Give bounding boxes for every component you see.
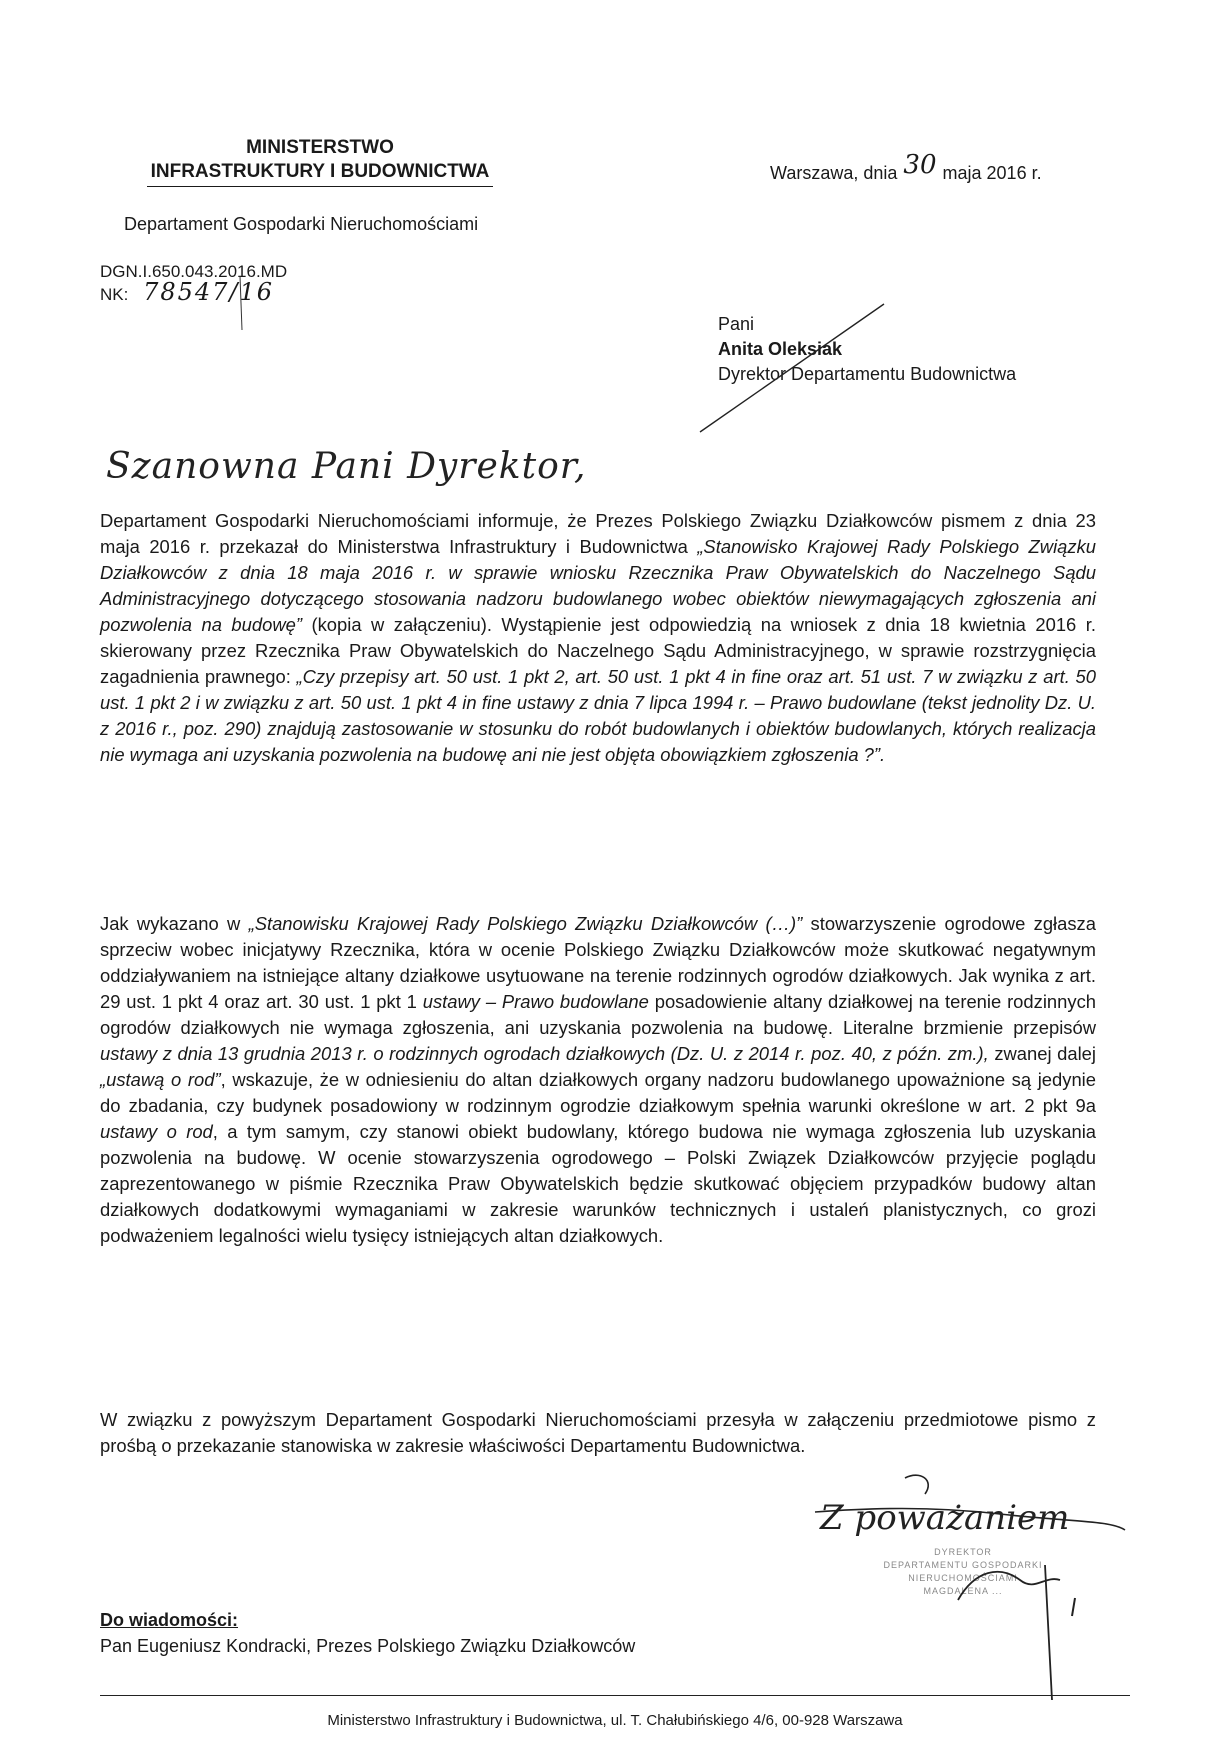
footer-address: Ministerstwo Infrastruktury i Budownictwa, ul. T. Chałubińskiego 4/6, 00-928 Warszawa	[327, 1712, 903, 1729]
stamp-line: DYREKTOR	[934, 1547, 992, 1557]
recipient-position: Dyrektor Departamentu Budownictwa	[718, 364, 1017, 384]
handwritten-closing: Z poważaniem	[820, 1498, 1070, 1538]
cc-title: Do wiadomości:	[100, 1610, 239, 1630]
cc-recipient: Pan Eugeniusz Kondracki, Prezes Polskiego Związku Działkowców	[100, 1636, 636, 1656]
p1-legal-question: „Czy przepisy art. 50 ust. 1 pkt 2, art. 50 ust. 1 pkt 4 in fine oraz art. 51 ust. 7 w związku z art. 50 ust. 1 pkt 2 i w związku z art. 50 ust. 1 pkt 4 in fine ustawy z dnia 7 lipca 1994 r. – Prawo budowlane (tekst jednolity Dz. U. z 2016 r., poz. 290) znajdują zastosowanie w stosunku do robót budowlanych i obiektów budowlanych, których realizacja nie wymaga ani uzyskania pozwolenia na budowę ani nie jest objęta obowiązkiem zgłoszenia ?”.	[100, 666, 1096, 765]
p2-text-i: , wskazuje, że w odniesieniu do altan działkowych organy nadzoru budowlanego upoważnione są jedynie do zbadania, czy budynek posadowiony w rodzinnym ogrodzie działkowym spełnia warunki określone w art. 2 pkt 9a	[100, 1069, 1096, 1116]
nk-label: NK:	[100, 285, 129, 304]
p2-quote: „Stanowisku Krajowej Rady Polskiego Związku Działkowców (…)”	[248, 913, 803, 934]
closing-underline-stroke	[815, 1509, 1125, 1531]
stamp-line: NIERUCHOMOŚCIAMI	[908, 1573, 1018, 1583]
p2-law-reference: ustawy z dnia 13 grudnia 2013 r. o rodzinnych ogrodach działkowych (Dz. U. z 2014 r. poz. 40, z późn. zm.),	[100, 1043, 989, 1064]
p2-text-c: stowarzyszenie ogrodowe zgłasza sprzeciw wobec inicjatywy Rzecznika, która w ocenie Polskiego Związku Działkowców może skutkować negatywnym oddziaływaniem na istniejące altany działkowe usytuowane na terenie rodzinnych ogrodów działkowych. Jak wynika z art. 29 ust. 1 pkt 4 oraz art. 30 ust. 1 pkt 1	[100, 913, 1096, 1012]
p1-text-a: Departament Gospodarki Nieruchomościami informuje, że Prezes Polskiego Związku Działkowców pismem z dnia 23 maja 2016 r. przekazał do Ministerstwa Infrastruktury i Budownictwa	[100, 510, 1096, 557]
p2-law-name: ustawy – Prawo budowlane	[422, 991, 649, 1012]
p2-abbrev-2: ustawy o rod	[100, 1121, 213, 1142]
date-suffix: maja 2016 r.	[942, 163, 1042, 183]
nk-underline-stroke	[240, 276, 242, 330]
p2-text-g: zwanej dalej	[988, 1043, 1096, 1064]
department-name: Departament Gospodarki Nieruchomościami	[124, 214, 479, 234]
date-day-handwritten: 30	[903, 150, 937, 180]
p2-text-k: , a tym samym, czy stanowi obiekt budowlany, którego budowa nie wymaga zgłoszenia lub uzyskania pozwolenia na budowę. W ocenie stowarzyszenia ogrodowego – Polski Związek Działkowców przyjęcie poglądu zaprezentowanego w piśmie Rzecznika Praw Obywatelskich będzie skutkować objęciem przypadków budowy altan działkowych dodatkowymi wymaganiami w zakresie warunków technicznych i ustaleń planistycznych, co grozi podważeniem legalności wielu tysięcy istniejących altan działkowych.	[100, 1121, 1097, 1246]
ministry-line-2: INFRASTRUKTURY I BUDOWNICTWA	[147, 160, 494, 187]
ministry-line-1: MINISTERSTWO	[246, 137, 394, 158]
p2-text-e: posadowienie altany działkowej na terenie rodzinnych ogrodów działkowych nie wymaga zgłoszenia, ani uzyskania pozwolenia na budowę. Literalne brzmienie przepisów	[100, 991, 1096, 1038]
paragraph-3: W związku z powyższym Departament Gospodarki Nieruchomościami przesyła w załączeniu przedmiotowe pismo z prośbą o przekazanie stanowiska w zakresie właściwości Departamentu Budownictwa.	[100, 1409, 1096, 1456]
date-prefix: Warszawa, dnia	[770, 163, 898, 183]
stamp-line: DEPARTAMENTU GOSPODARKI	[883, 1560, 1043, 1570]
nk-number-handwritten: 78547/16	[143, 278, 275, 306]
p2-text-a: Jak wykazano w	[100, 913, 249, 934]
recipient-name: Anita Oleksiak	[718, 339, 843, 359]
p1-quote-title: „Stanowisko Krajowej Rady Polskiego Związku Działkowców z dnia 18 maja 2016 r. w sprawie wniosku Rzecznika Praw Obywatelskich do Naczelnego Sądu Administracyjnego dotyczącego stosowania nadzoru budowlanego wobec obiektów niewymagających zgłoszenia ani pozwolenia na budowę”	[100, 536, 1096, 635]
reference-number: DGN.I.650.043.2016.MD	[100, 262, 288, 281]
address-slash-stroke	[700, 304, 884, 432]
footer-rule	[100, 1695, 1130, 1696]
recipient-salutation-word: Pani	[718, 314, 755, 334]
signature-stroke	[958, 1565, 1060, 1700]
stamp-line: MAGDALENA ...	[923, 1586, 1003, 1596]
handwritten-salutation: Szanowna Pani Dyrektor,	[106, 446, 587, 487]
signature-comma-stroke	[1072, 1598, 1075, 1616]
p1-text-c: (kopia w załączeniu). Wystąpienie jest odpowiedzią na wniosek z dnia 18 kwietnia 2016 r. skierowany przez Rzecznika Praw Obywatelskich do Naczelnego Sądu Administracyjnego, w sprawie rozstrzygnięcia zagadnienia prawnego:	[100, 614, 1096, 687]
p2-abbrev: „ustawą o rod”	[100, 1069, 221, 1090]
closing-initial-stroke	[905, 1475, 928, 1494]
